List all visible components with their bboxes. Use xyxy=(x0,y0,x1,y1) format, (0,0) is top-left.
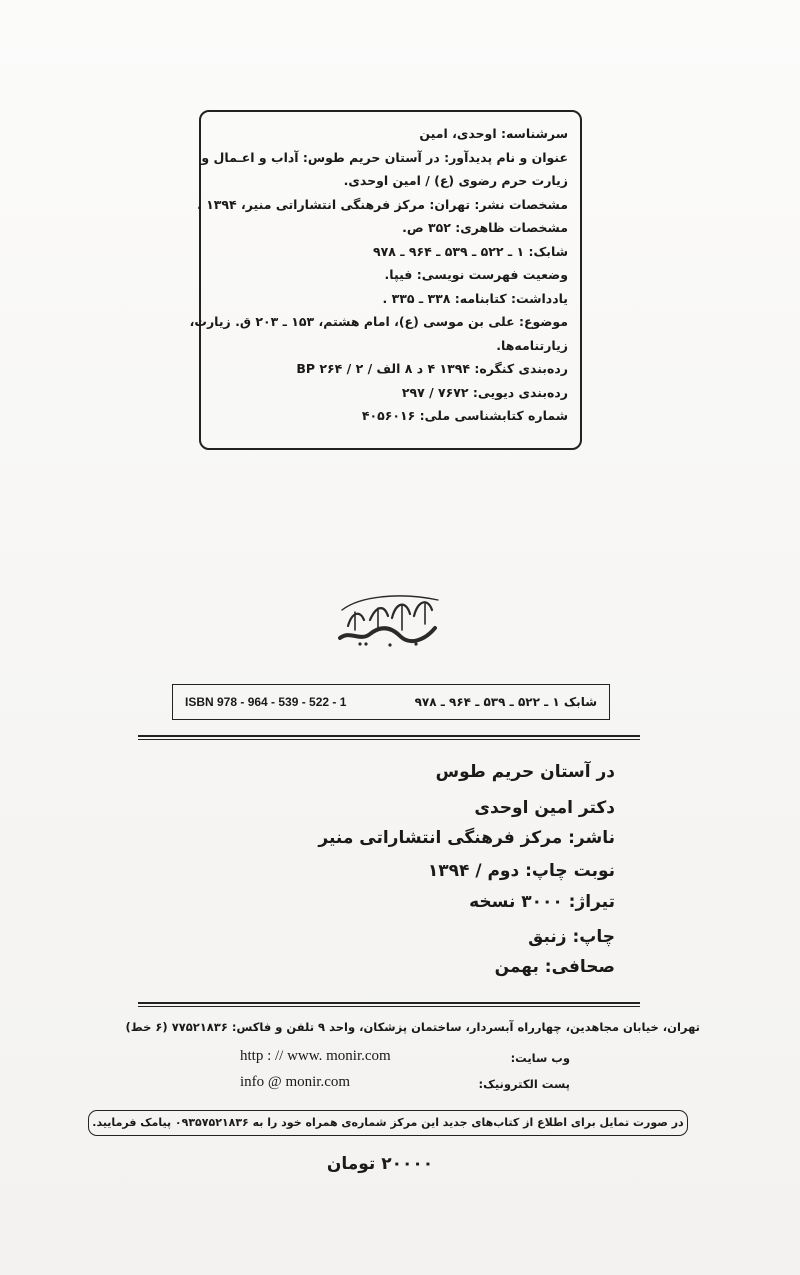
cip-line-physical: مشخصات ظاهری: ۳۵۲ ص. xyxy=(402,220,568,235)
book-copies: تیراژ: ۳۰۰۰ نسخه xyxy=(469,892,615,912)
divider-top xyxy=(138,735,640,740)
divider-bottom xyxy=(138,1002,640,1007)
website-link[interactable]: http : // www. monir.com xyxy=(240,1048,391,1064)
book-author: دکتر امین اوحدی xyxy=(474,798,615,818)
publisher-address: تهران، خیابان مجاهدین، چهارراه آبسردار، ساختمان پزشکان، واحد ۹ تلفن و فاکس: ۷۷۵۲۱۸۳۶ (۶ خط) xyxy=(125,1020,700,1034)
isbn-persian: شابک ۱ ـ ۵۲۲ ـ ۵۳۹ ـ ۹۶۴ ـ ۹۷۸ xyxy=(414,695,597,709)
website-label: وب سایت: xyxy=(510,1051,570,1065)
cip-line-author: سرشناسه: اوحدی، امین xyxy=(419,126,568,141)
cip-line-isbn: شابک: ۱ ـ ۵۲۲ ـ ۵۳۹ ـ ۹۶۴ ـ ۹۷۸ xyxy=(373,243,568,259)
cip-line-dewey: رده‌بندی دیویی: ۷۶۷۲ / ۲۹۷ xyxy=(401,384,568,400)
email-link[interactable]: info @ monir.com xyxy=(240,1074,351,1090)
cip-line-subject: موضوع: علی بن موسی (ع)، امام هشتم، ۱۵۳ ـ ۲۰۳ ق. زیارت، xyxy=(189,314,568,329)
cip-line-title: عنوان و نام پدیدآور: در آستان حریم طوس: آداب و اعـمال و xyxy=(201,149,568,165)
cip-line-status: وضعیت فهرست نویسی: فیپا. xyxy=(384,267,568,282)
isbn-latin: ISBN 978 - 964 - 539 - 522 - 1 xyxy=(185,695,347,709)
cip-line-publication: مشخصات نشر: تهران: مرکز فرهنگی انتشاراتی منیر، ۱۳۹۴ . xyxy=(197,196,568,212)
email-label: پست الکترونیک: xyxy=(478,1077,570,1091)
cip-line-national-number: شماره کتابشناسی ملی: ۴۰۵۶۰۱۶ xyxy=(361,408,568,423)
book-printer: چاپ: زنبق xyxy=(528,927,615,947)
website-row xyxy=(240,1048,570,1068)
price: ۲۰۰۰۰ تومان xyxy=(326,1154,434,1174)
cip-line-lc-class: رده‌بندی کنگره: ۱۳۹۴ ۴ د ۸ الف / ۲ / BP ۲۶۴ xyxy=(296,361,568,376)
email-row xyxy=(240,1074,570,1094)
book-edition: نوبت چاپ: دوم / ۱۳۹۴ xyxy=(427,861,615,881)
isbn-box xyxy=(172,684,610,720)
publisher-logo xyxy=(330,590,445,650)
book-publisher: ناشر: مرکز فرهنگی انتشاراتی منیر xyxy=(318,828,615,848)
cip-line-note: یادداشت: کتابنامه: ۳۳۸ ـ ۳۳۵ . xyxy=(382,290,568,306)
sms-notice: در صورت تمایل برای اطلاع از کتاب‌های جدید این مرکز شماره‌ی همراه خود را به ۰۹۳۵۷۵۲۱۸۳۶ پیامک فرمایید. xyxy=(88,1110,688,1136)
cip-line-subject-cont: زیارتنامه‌ها. xyxy=(496,337,568,353)
cataloging-box xyxy=(189,110,582,450)
book-title: در آستان حریم طوس xyxy=(435,762,615,782)
cip-line-title-cont: زیارت حرم رضوی (ع) / امین اوحدی. xyxy=(343,173,568,188)
book-binder: صحافی: بهمن xyxy=(494,957,615,977)
